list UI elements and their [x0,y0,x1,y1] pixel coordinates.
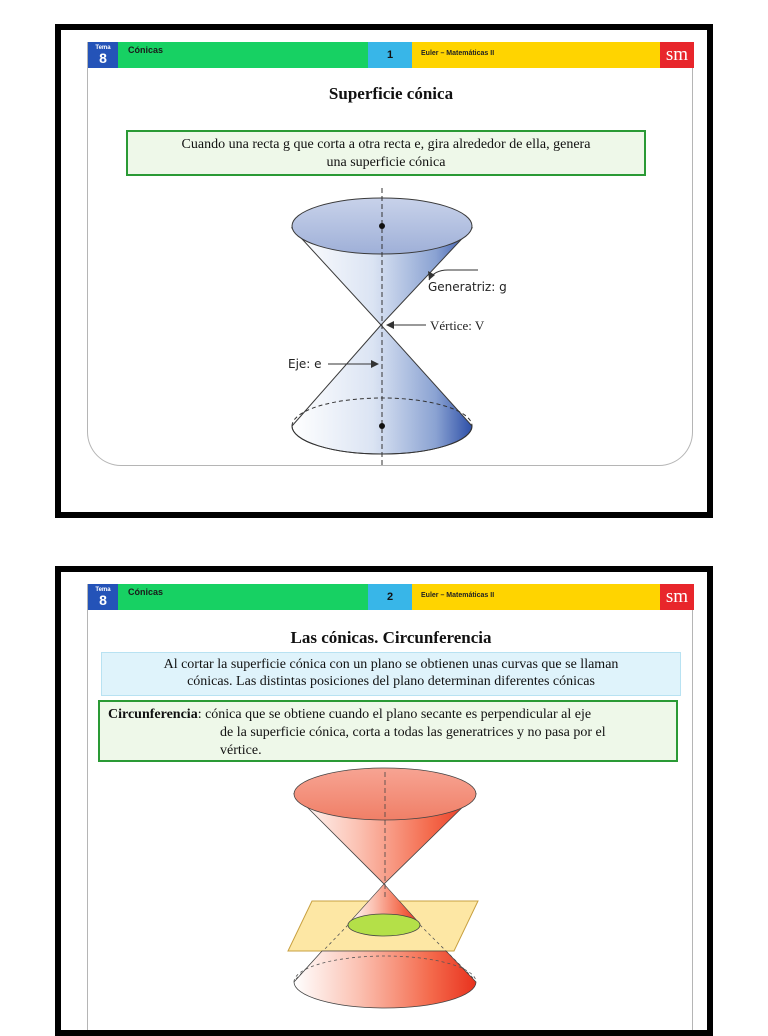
sm-logo: sm [660,42,694,68]
definition-line-2: una superficie cónica [326,155,446,170]
double-cone-figure [88,42,694,466]
intro-line-2: cónicas. Las distintas posiciones del plano determinan diferentes cónicas [187,674,595,689]
tema-label: Tema [95,587,111,593]
slide-1-content [87,42,693,466]
definition-text-1: : cónica que se obtiene cuando el plano secante es perpendicular al eje [197,707,592,722]
generatriz-label: Generatriz: g [428,280,507,294]
tema-number: 8 [99,592,107,608]
circle-section [348,914,420,936]
tema-number: 8 [99,50,107,66]
slide-2-content [87,584,693,1036]
topic-label: Cónicas [118,42,368,68]
eje-label: Eje: e [288,357,322,371]
sm-logo: sm [660,584,694,610]
book-title: Euler – Matemáticas II [412,42,660,68]
definition-line-3: vértice. [220,743,262,758]
vertice-label: Vértice: V [430,318,485,333]
tema-label: Tema [95,45,111,51]
generatriz-arrow [429,270,478,280]
book-title: Euler – Matemáticas II [412,584,660,610]
lower-cone [294,951,476,1008]
slide-2 [55,566,713,1036]
top-center-point [379,223,385,229]
definition-line-2: de la superficie cónica, corta a todas las generatrices y no pasa por el [220,725,606,740]
intro-line-1: Al cortar la superficie cónica con un plano se obtienen unas curvas que se llaman [163,657,619,672]
slide-number: 1 [368,42,412,68]
bottom-center-point [379,423,385,429]
definition-line-1: Cuando una recta g que corta a otra recta e, gira alrededor de ella, genera [181,137,591,152]
slide-1 [55,24,713,518]
slide-title: Las cónicas. Circunferencia [290,628,492,647]
topic-label: Cónicas [118,584,368,610]
slide-number: 2 [368,584,412,610]
definition-term: Circunferencia [108,707,198,722]
slide-title: Superficie cónica [328,84,454,103]
circunferencia-figure [88,584,694,1036]
